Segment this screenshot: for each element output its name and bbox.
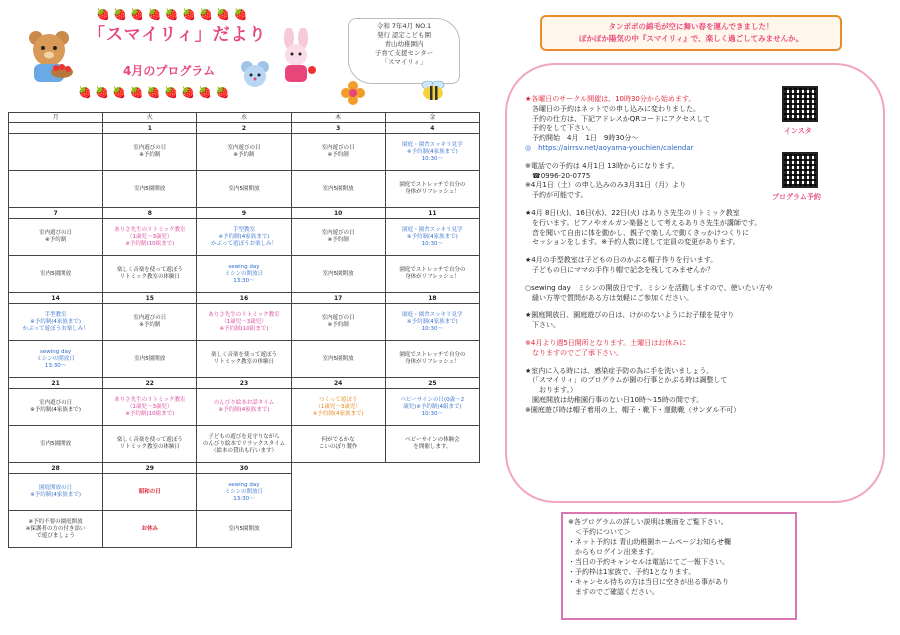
info-line: ○sewing day ミシンの開放日です。ミシンを活動しますので、使いたい方や [525, 283, 773, 292]
date-row [9, 208, 480, 219]
info-line: なりますのでご了承下さい。 [525, 348, 623, 357]
program-text: ※予約制(4家族まで) [406, 148, 458, 155]
program-cell[interactable] [103, 474, 197, 511]
program-cell[interactable] [385, 304, 479, 341]
activity-cell[interactable] [291, 426, 385, 463]
note-line: ・キャンセル待ちの方は当日に空きが出る事があり [568, 578, 729, 586]
program-text: ※予約制(10組まで) [125, 240, 175, 247]
program-text: ※予約制 [233, 152, 255, 158]
activity-text: リトミック教室の体験日 [119, 444, 180, 450]
program-text: のんびり絵本お話タイム [213, 400, 275, 406]
program-cell[interactable] [197, 304, 291, 341]
info-line: 音を聞いて自由に体を動かし、親子で楽しんで動くきっかけつくりに [525, 228, 749, 237]
activity-cell[interactable] [197, 171, 291, 208]
activity-text: リトミック教室の体験日 [213, 359, 275, 365]
program-text: 10:30〜 [421, 325, 444, 332]
weekday-cell: 金 [385, 113, 479, 123]
banner-line: ぽかぽか陽気の中『スマイリィ』で、楽しく過ごしてみませんか。 [578, 34, 804, 43]
program-text: ※予約制(10組まで) [219, 325, 269, 332]
program-cell[interactable] [197, 389, 291, 426]
program-text: ※予約制 [45, 237, 67, 243]
program-text: 園庭・園舎スッキリ見学 [402, 226, 463, 233]
garden-info [525, 311, 870, 331]
program-text: ※予約制(4家族まで) [30, 407, 82, 413]
program-text: ミシンの開放日 [224, 488, 264, 495]
activity-cell[interactable] [9, 511, 103, 548]
activity-cell[interactable] [197, 426, 291, 463]
activity-cell[interactable] [385, 511, 479, 548]
program-cell[interactable] [9, 134, 103, 171]
note-line: ・予約枠は1家族で、予約1となります。 [568, 568, 696, 576]
activity-text: 身体がリフレッシュ！ [405, 189, 460, 195]
program-cell[interactable] [9, 304, 103, 341]
notes-box [561, 512, 797, 620]
info-line: 子どもの日にママの手作り帽で記念を残してみませんか？ [525, 265, 714, 274]
program-text: ※予約制(4家族まで) [30, 492, 82, 498]
activity-text: 13:30〜 [233, 277, 255, 284]
info-line: ※園庭遊び時は帽子着用の上、帽子・靴下・運動靴（サンダル不可） [525, 405, 741, 414]
date-cell: 14 [9, 293, 103, 304]
info-line: ※4月1日（土）の申し込みのみ3月31日（月）より [525, 181, 687, 190]
program-text: 室内遊びの日 [321, 315, 355, 321]
program-text: 室内遊びの日 [227, 145, 261, 151]
info-line: ★室内に入る時には、感染症予防の為に手を洗いましょう。 [525, 366, 714, 375]
activity-text: お休み [141, 525, 159, 532]
program-text: （1歳児〜3歳児） [315, 403, 361, 410]
strawberry-row-top: 🍓 🍓 🍓 🍓 🍓 🍓 🍓 🍓 🍓 [96, 8, 248, 21]
date-cell: 2 [197, 123, 291, 134]
program-cell[interactable] [9, 389, 103, 426]
activity-text: を開催します。 [413, 444, 452, 450]
program-cell[interactable] [385, 134, 479, 171]
info-line: ★4月 8日(火)、16日(水)、22日(火) はありさ先生のリトミック教室 [525, 208, 740, 217]
info-line: 園庭開放は幼稚園行事のない日10時〜15時の間です。 [525, 395, 704, 404]
activity-cell[interactable] [291, 171, 385, 208]
activity-text: 楽しく音楽を使って遊ぼう [116, 437, 183, 443]
issue-line: 青山幼稚園内 [384, 40, 424, 48]
program-text: 室内遊びの日 [321, 145, 355, 151]
activity-cell[interactable] [103, 511, 197, 548]
program-cell[interactable] [291, 134, 385, 171]
date-cell: 25 [385, 378, 479, 389]
activity-text: こいのぼり製作 [318, 444, 358, 450]
program-text: 室内遊びの日 [39, 400, 73, 406]
bee-illustration [418, 78, 448, 102]
date-cell: 10 [291, 208, 385, 219]
activity-row [9, 171, 480, 208]
program-text: つくって遊ぼう [318, 396, 358, 403]
activity-text: 室内5園開放 [228, 525, 260, 532]
program-text: ※予約制 [139, 322, 161, 328]
activity-cell[interactable] [291, 511, 385, 548]
activity-cell[interactable] [385, 341, 479, 378]
date-cell: 15 [103, 293, 197, 304]
activity-text: 室内5園開放 [134, 355, 166, 362]
info-line: ※4月より週5日開所となります。土曜日はお休みに [525, 338, 687, 347]
program-text: ※予約制(4家族まで) [30, 318, 82, 325]
activity-cell[interactable] [103, 341, 197, 378]
program-row [9, 134, 480, 171]
activity-cell[interactable] [291, 256, 385, 293]
activity-text: 室内5園開放 [134, 185, 166, 192]
activity-text: ※保護者の方の付き添い [25, 525, 86, 532]
weekday-cell: 月 [9, 113, 103, 123]
program-text: 13:30〜 [233, 495, 255, 502]
info-line: 予約の仕方は、下記アドレスかQRコードにアクセスして [525, 114, 710, 123]
program-text: ※予約制(4家族まで) [218, 233, 270, 240]
date-cell [9, 123, 103, 134]
activity-cell[interactable] [9, 256, 103, 293]
program-text: ※予約制(4家族まで) [218, 407, 270, 413]
program-text: ベビーサインの日(0歳〜2 [400, 396, 465, 403]
weekday-cell: 火 [103, 113, 197, 123]
program-text: 10:30〜 [421, 155, 444, 162]
activity-text: のんびり絵本でリラックスタイム [202, 440, 286, 447]
program-cell[interactable] [9, 219, 103, 256]
info-line: セッションをします。※予約人数に達して定員の変更があります。 [525, 238, 740, 247]
program-text: ※予約制(4家族まで) [406, 318, 458, 325]
date-cell: 22 [103, 378, 197, 389]
activity-text: ベビーサインの体験会 [405, 437, 460, 443]
activity-text: 室内5園開放 [40, 270, 72, 277]
program-cell[interactable] [291, 474, 385, 511]
program-text: ※予約制(4家族まで) [406, 233, 458, 240]
program-cell[interactable] [385, 219, 479, 256]
activity-text: 室内5園開放 [40, 440, 72, 447]
activity-text: 身体がリフレッシュ！ [405, 274, 460, 280]
info-text [525, 95, 870, 424]
activity-cell[interactable] [103, 171, 197, 208]
date-cell: 16 [197, 293, 291, 304]
activity-text: 室内5園開放 [322, 355, 354, 362]
activity-row [9, 511, 480, 548]
issue-info-box [348, 18, 460, 84]
info-line: おります。） [525, 386, 577, 395]
hygiene-info [525, 367, 870, 416]
date-row [9, 378, 480, 389]
program-text: 園庭開放の日 [39, 485, 73, 491]
program-row [9, 219, 480, 256]
activity-text: リトミック教室の体験日 [119, 274, 180, 280]
note-line: ますのでご確認ください。 [568, 588, 659, 596]
activity-text: 楽しく音楽を使って遊ぼう [210, 352, 277, 358]
activity-text: ミシンの開放日 [224, 270, 264, 277]
issue-line: 発行 認定こども園 [376, 31, 432, 39]
program-text: ※予約制 [139, 152, 161, 158]
program-row [9, 304, 480, 341]
strawberry-row-bottom: 🍓 🍓 🍓 🍓 🍓 🍓 🍓 🍓 🍓 [78, 86, 230, 99]
activity-text: sewing day [40, 348, 72, 355]
program-reservation-label: プログラム予約 [772, 193, 821, 201]
date-cell: 4 [385, 123, 479, 134]
info-line: 予約をして下さい。 [525, 124, 595, 133]
activity-text: 身体がリフレッシュ！ [405, 359, 460, 365]
program-text: 室内遊びの日 [39, 230, 73, 236]
date-cell: 17 [291, 293, 385, 304]
program-cell[interactable] [197, 474, 291, 511]
activity-cell[interactable] [385, 426, 479, 463]
activity-text: sewing day [228, 263, 260, 270]
program-text: 室内遊びの日 [321, 230, 355, 236]
weekday-header-row [9, 113, 480, 123]
mouse-illustration [238, 58, 272, 92]
activity-cell[interactable] [291, 341, 385, 378]
activity-text: 楽しく音楽を使って遊ぼう [116, 267, 183, 273]
info-line: ★園庭開放日、園庭遊びの日は、けがのないようにお子様を見守り [525, 311, 735, 320]
info-line: ★各曜日のサークル開催は、10時30分から始めます。 [525, 95, 696, 103]
activity-text: 13:30〜 [44, 362, 67, 369]
date-cell: 23 [197, 378, 291, 389]
program-cell[interactable] [291, 304, 385, 341]
note-line: ・ネット予約は 青山幼稚園ホームページお知らせ欄 [568, 538, 731, 546]
activity-cell[interactable] [197, 511, 291, 548]
program-text: ※予約制 [327, 237, 349, 243]
program-cell[interactable] [103, 219, 197, 256]
activity-cell[interactable] [103, 426, 197, 463]
weekday-cell: 水 [197, 113, 291, 123]
program-cell[interactable] [103, 304, 197, 341]
info-line: 予約開始 4月 1日 9時30分〜 [525, 134, 639, 143]
date-cell [385, 463, 479, 474]
date-row [9, 123, 480, 134]
activity-text: ミシンの開放日 [36, 355, 75, 362]
program-text: 園庭・園舎スッキリ見学 [402, 311, 463, 318]
activity-text: 室内5園開放 [322, 185, 354, 192]
date-row [9, 293, 480, 304]
date-cell [291, 463, 385, 474]
info-line: 下さい。 [525, 321, 560, 330]
date-cell: 29 [103, 463, 197, 474]
date-cell: 9 [197, 208, 291, 219]
program-text: ありさ先生のリトミック教室 [114, 396, 186, 403]
program-text: 昭和の日 [138, 488, 161, 495]
program-row [9, 474, 480, 511]
date-cell: 18 [385, 293, 479, 304]
reservation-info [525, 95, 870, 154]
greeting-banner [540, 15, 842, 51]
activity-row [9, 341, 480, 378]
program-text: ※予約制 [327, 152, 349, 158]
activity-row [9, 426, 480, 463]
date-cell: 7 [9, 208, 103, 219]
info-line: ★4月の手型教室は子どもの日のかぶる帽子作りを行います。 [525, 256, 718, 265]
note-line: ＜予約について＞ [568, 528, 631, 536]
activity-cell[interactable] [385, 256, 479, 293]
monthly-calendar [8, 112, 480, 548]
program-cell[interactable] [197, 134, 291, 171]
activity-cell[interactable] [9, 341, 103, 378]
program-text: 歳児)※予約制(4組まで) [403, 403, 462, 410]
activity-cell[interactable] [103, 256, 197, 293]
rhythmic-info [525, 209, 870, 248]
program-text: ありさ先生のリトミック教室 [208, 311, 280, 318]
activity-text: （絵本の貸出も行います） [210, 447, 277, 454]
date-cell: 24 [291, 378, 385, 389]
program-text: 手型教室 [44, 311, 67, 318]
activity-text: で遊びましょう [36, 532, 75, 539]
newsletter-subtitle: 4月のプログラム [123, 64, 216, 78]
program-cell[interactable] [291, 389, 385, 426]
note-line: ※各プログラムの詳しい説明は裏面をご覧下さい。 [568, 518, 728, 526]
activity-text: 園庭でストレッチで自分の [399, 267, 466, 273]
program-text: 10:30〜 [421, 240, 444, 247]
note-line: ・当日の予約キャンセルは電話にてご一報下さい。 [568, 558, 729, 566]
reservation-link[interactable]: ◎ https://airrsv.net/aoyama-youchien/calendar [525, 143, 694, 152]
bear-illustration [22, 28, 78, 84]
instagram-label: インスタ [784, 127, 812, 135]
info-line: ※電話での予約は 4月1日 13時からになります。 [525, 161, 679, 170]
activity-text: 室内5園開放 [322, 270, 354, 277]
date-row [9, 463, 480, 474]
activity-cell[interactable] [197, 256, 291, 293]
banner-line: タンポポの綿毛が空に舞い春を運んできました！ [608, 22, 774, 31]
newsletter-title: 「スマイリィ」だより [88, 25, 267, 45]
info-line: を行います。ピアノやオルガン楽器として考えるありさ先生が講師です。 [525, 218, 762, 227]
info-line: 縫い方等で質問がある方は気軽にご参加ください。 [525, 293, 693, 302]
sewing-info [525, 284, 870, 304]
info-line: （「スマイリィ」のプログラムが園の行事とかぶる時は調整して [525, 376, 728, 385]
program-text: ※予約制(10組まで) [125, 410, 175, 417]
schedule-notice [525, 339, 870, 359]
program-text: 室内遊びの日 [133, 315, 167, 321]
activity-text: 園庭でストレッチで自分の [399, 352, 466, 358]
phone-info [525, 162, 870, 201]
date-cell: 30 [197, 463, 291, 474]
activity-cell[interactable] [197, 341, 291, 378]
program-text: 園庭・園舎スッキリ見学 [402, 141, 463, 148]
program-cell[interactable] [103, 134, 197, 171]
activity-cell[interactable] [9, 426, 103, 463]
weekday-cell: 木 [291, 113, 385, 123]
date-cell: 1 [103, 123, 197, 134]
issue-line: 「スマイリィ」 [381, 58, 427, 66]
program-cell[interactable] [385, 474, 479, 511]
issue-line: 令和 7年4月 NO.1 [376, 22, 432, 30]
date-cell: 21 [9, 378, 103, 389]
flower-illustration [340, 80, 366, 106]
program-text: 室内遊びの日 [133, 145, 167, 151]
note-line: からもログイン出来ます。 [568, 548, 659, 556]
program-text: sewing day [228, 481, 260, 488]
program-text: 10:30〜 [421, 410, 444, 417]
program-cell[interactable] [197, 219, 291, 256]
date-cell: 11 [385, 208, 479, 219]
handprint-info [525, 256, 870, 276]
activity-text: 園庭でストレッチで自分の [399, 182, 466, 188]
activity-text: 室内5園開放 [228, 185, 260, 192]
info-line: ☎0996-20-0775 [525, 171, 591, 180]
program-text: ※予約制 [327, 322, 349, 328]
program-text: （1歳児〜3歳児） [221, 318, 267, 325]
program-cell[interactable] [291, 219, 385, 256]
bunny-illustration [275, 28, 319, 84]
issue-line: 子育て支援センター [374, 49, 434, 57]
info-line: 予約が可能です。 [525, 191, 588, 200]
activity-text: ※予約不要の園庭開放 [28, 518, 83, 525]
program-text: 手型教室 [232, 226, 255, 233]
program-cell[interactable] [103, 389, 197, 426]
program-text: ※予約制(4家族まで) [312, 410, 364, 417]
activity-text: 子どもの遊びを見守りながら [208, 433, 280, 440]
date-cell: 3 [291, 123, 385, 134]
program-text: かぶって遊ぼうお楽しみ！ [210, 240, 277, 247]
program-row [9, 389, 480, 426]
activity-cell[interactable] [385, 171, 479, 208]
activity-cell[interactable] [9, 171, 103, 208]
program-cell[interactable] [385, 389, 479, 426]
program-text: かぶって遊ぼうお楽しみ！ [22, 325, 89, 332]
activity-row [9, 256, 480, 293]
program-text: ありさ先生のリトミック教室 [114, 226, 186, 233]
date-cell: 28 [9, 463, 103, 474]
program-text: （1歳児〜3歳児） [127, 233, 173, 240]
activity-text: 何がでるかな [321, 437, 355, 443]
program-text: （1歳児〜3歳児） [127, 403, 173, 410]
program-cell[interactable] [9, 474, 103, 511]
info-line: 各曜日の予約はネットでの申し込みに変わりました。 [525, 104, 700, 113]
date-cell: 8 [103, 208, 197, 219]
